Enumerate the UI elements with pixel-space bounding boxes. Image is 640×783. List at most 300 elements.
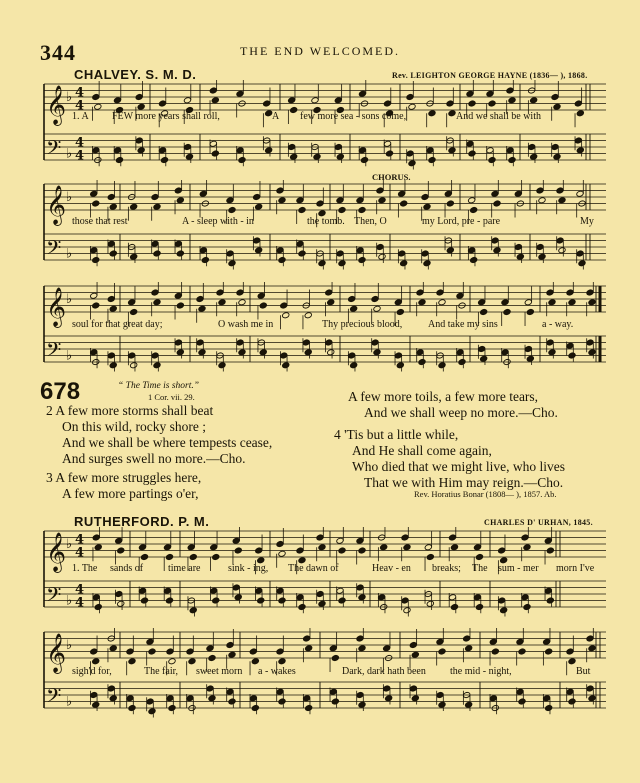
note-head bbox=[428, 156, 436, 163]
lyric-syllable: 1. The bbox=[72, 563, 98, 574]
lyric-syllable: Heav - en bbox=[372, 563, 411, 574]
note-head bbox=[546, 547, 554, 554]
note-head bbox=[358, 147, 366, 154]
note-head bbox=[360, 156, 368, 163]
note-head bbox=[421, 193, 429, 200]
note-head bbox=[251, 658, 259, 665]
note-head bbox=[296, 594, 304, 601]
note-head bbox=[331, 698, 339, 705]
note-head bbox=[183, 97, 191, 104]
note-head bbox=[588, 349, 596, 356]
note-head bbox=[209, 87, 217, 94]
note-head bbox=[373, 349, 381, 356]
note-head bbox=[336, 587, 344, 594]
note-head bbox=[115, 537, 123, 544]
note-head bbox=[158, 100, 166, 107]
note-head bbox=[189, 553, 197, 560]
note-head bbox=[506, 147, 514, 154]
note-head bbox=[566, 688, 574, 695]
note-head bbox=[218, 299, 226, 306]
note-head bbox=[198, 349, 206, 356]
note-head bbox=[140, 597, 148, 604]
flat-icon: ♭ bbox=[66, 189, 73, 205]
note-head bbox=[423, 203, 431, 210]
note-head bbox=[521, 534, 529, 541]
note-head bbox=[396, 362, 404, 369]
note-head bbox=[465, 645, 473, 652]
note-head bbox=[475, 603, 483, 610]
note-head bbox=[473, 594, 481, 601]
lyric-syllable: few more sea - sons come, bbox=[300, 111, 407, 122]
note-head bbox=[151, 240, 159, 247]
note-head bbox=[117, 547, 125, 554]
note-head bbox=[478, 299, 486, 306]
note-head bbox=[276, 648, 284, 655]
treble-clef-icon: 𝄞 bbox=[46, 287, 67, 327]
note-head bbox=[92, 93, 100, 100]
note-head bbox=[158, 147, 166, 154]
note-head bbox=[493, 200, 501, 207]
note-head bbox=[176, 302, 184, 309]
note-head bbox=[201, 256, 209, 263]
note-head bbox=[107, 685, 115, 692]
note-head bbox=[168, 704, 176, 711]
note-head bbox=[255, 587, 263, 594]
note-head bbox=[278, 658, 286, 665]
note-head bbox=[475, 553, 483, 560]
svg-text:4: 4 bbox=[75, 545, 85, 561]
note-head bbox=[329, 688, 337, 695]
note-head bbox=[290, 153, 298, 160]
note-head bbox=[318, 544, 326, 551]
verse-3 bbox=[46, 470, 201, 502]
svg-text:4: 4 bbox=[75, 532, 85, 548]
note-head bbox=[338, 260, 346, 267]
note-head bbox=[130, 253, 138, 260]
note-head bbox=[338, 597, 346, 604]
note-head bbox=[406, 93, 414, 100]
note-head bbox=[473, 544, 481, 551]
note-head bbox=[358, 701, 366, 708]
note-head bbox=[208, 695, 216, 702]
note-head bbox=[305, 645, 313, 652]
note-head bbox=[516, 638, 524, 645]
running-head: THE END WELCOMED. bbox=[239, 44, 401, 58]
note-head bbox=[544, 537, 552, 544]
note-head bbox=[568, 352, 576, 359]
note-head bbox=[508, 156, 516, 163]
note-head bbox=[128, 658, 136, 665]
note-head bbox=[448, 534, 456, 541]
flat-icon: ♭ bbox=[66, 348, 73, 364]
note-head bbox=[356, 197, 364, 204]
note-head bbox=[318, 260, 326, 267]
note-head bbox=[568, 658, 576, 665]
note-head bbox=[466, 140, 474, 147]
note-head bbox=[406, 150, 414, 157]
note-head bbox=[276, 587, 284, 594]
note-head bbox=[153, 203, 161, 210]
note-head bbox=[163, 587, 171, 594]
note-head bbox=[137, 103, 145, 110]
note-head bbox=[488, 100, 496, 107]
note-head bbox=[128, 704, 136, 711]
note-head bbox=[446, 200, 454, 207]
note-head bbox=[553, 153, 561, 160]
lyric-syllable: time are bbox=[168, 563, 201, 574]
note-head bbox=[586, 289, 594, 296]
note-head bbox=[516, 253, 524, 260]
note-head bbox=[288, 97, 296, 104]
note-head bbox=[491, 648, 499, 655]
note-head bbox=[296, 240, 304, 247]
note-head bbox=[186, 695, 194, 702]
note-head bbox=[556, 187, 564, 194]
lyric-syllable: And we shall be with bbox=[456, 111, 541, 122]
note-head bbox=[383, 645, 391, 652]
note-head bbox=[109, 645, 117, 652]
note-head bbox=[305, 704, 313, 711]
note-head bbox=[210, 544, 218, 551]
note-head bbox=[107, 352, 115, 359]
note-head bbox=[530, 97, 538, 104]
lyric-syllable: And take my sins bbox=[428, 319, 498, 330]
note-head bbox=[135, 137, 143, 144]
note-head bbox=[238, 156, 246, 163]
lyric-syllable: my Lord, pre - pare bbox=[422, 216, 501, 227]
note-head bbox=[498, 597, 506, 604]
note-head bbox=[210, 587, 218, 594]
note-head bbox=[436, 638, 444, 645]
note-head bbox=[566, 648, 574, 655]
note-head bbox=[92, 701, 100, 708]
note-head bbox=[446, 247, 454, 254]
note-head bbox=[92, 534, 100, 541]
note-head bbox=[163, 544, 171, 551]
note-head bbox=[450, 544, 458, 551]
treble-clef-icon: 𝄞 bbox=[46, 633, 67, 673]
note-head bbox=[216, 289, 224, 296]
note-head bbox=[218, 362, 226, 369]
note-head bbox=[303, 695, 311, 702]
note-head bbox=[438, 299, 446, 306]
note-head bbox=[358, 256, 366, 263]
note-head bbox=[576, 250, 584, 257]
note-head bbox=[176, 250, 184, 257]
note-head bbox=[196, 339, 204, 346]
note-head bbox=[336, 537, 344, 544]
note-head bbox=[113, 147, 121, 154]
note-head bbox=[586, 685, 594, 692]
note-head bbox=[228, 698, 236, 705]
lyric-syllable: Thy precious blood, bbox=[322, 319, 403, 330]
note-head bbox=[263, 100, 271, 107]
note-head bbox=[376, 187, 384, 194]
note-head bbox=[486, 90, 494, 97]
svg-text:4: 4 bbox=[75, 582, 85, 598]
note-head bbox=[109, 250, 117, 257]
verse-line: On this wild, rocky shore ; bbox=[62, 419, 206, 434]
lyric-syllable: morn I've bbox=[556, 563, 595, 574]
scripture-reference: 1 Cor. vii. 29. bbox=[148, 392, 195, 402]
note-head bbox=[470, 206, 478, 213]
note-head bbox=[130, 308, 138, 315]
note-head bbox=[486, 147, 494, 154]
note-head bbox=[356, 584, 364, 591]
note-head bbox=[90, 247, 98, 254]
note-head bbox=[543, 638, 551, 645]
note-head bbox=[518, 698, 526, 705]
note-head bbox=[92, 594, 100, 601]
verse-line: 3 A few more struggles here, bbox=[46, 470, 202, 485]
note-head bbox=[480, 355, 488, 362]
note-head bbox=[138, 544, 146, 551]
treble-clef-icon: 𝄞 bbox=[46, 85, 67, 125]
note-head bbox=[236, 147, 244, 154]
note-head bbox=[514, 190, 522, 197]
note-head bbox=[318, 600, 326, 607]
note-head bbox=[558, 247, 566, 254]
note-head bbox=[92, 147, 100, 154]
lyrics-line-1 bbox=[72, 111, 612, 122]
note-head bbox=[189, 607, 197, 614]
note-head bbox=[228, 260, 236, 267]
note-head bbox=[438, 362, 446, 369]
hymn-author: Rev. LEIGHTON GEORGE HAYNE (1836— ), 1868. bbox=[392, 71, 588, 80]
note-head bbox=[468, 100, 476, 107]
note-head bbox=[418, 358, 426, 365]
note-head bbox=[265, 147, 273, 154]
note-head bbox=[153, 299, 161, 306]
note-head bbox=[378, 594, 386, 601]
note-head bbox=[276, 688, 284, 695]
note-head bbox=[544, 587, 552, 594]
lyric-syllable: A bbox=[272, 111, 280, 122]
note-head bbox=[491, 190, 499, 197]
hymn-678-author: Rev. Horatius Bonar (1808— ), 1857. Ab. bbox=[414, 489, 557, 499]
note-head bbox=[234, 547, 242, 554]
note-head bbox=[280, 302, 288, 309]
note-head bbox=[316, 534, 324, 541]
note-head bbox=[94, 103, 102, 110]
note-head bbox=[166, 648, 174, 655]
note-head bbox=[524, 299, 532, 306]
note-head bbox=[523, 544, 531, 551]
note-head bbox=[409, 641, 417, 648]
note-head bbox=[138, 587, 146, 594]
tune-name-rutherford: RUTHERFORD. P. M. bbox=[74, 514, 210, 529]
note-head bbox=[92, 200, 100, 207]
note-head bbox=[568, 698, 576, 705]
note-head bbox=[403, 607, 411, 614]
note-head bbox=[470, 256, 478, 263]
svg-text:4: 4 bbox=[75, 98, 85, 114]
note-head bbox=[456, 292, 464, 299]
note-head bbox=[556, 237, 564, 244]
note-head bbox=[586, 635, 594, 642]
note-head bbox=[421, 250, 429, 257]
note-head bbox=[548, 349, 556, 356]
note-head bbox=[524, 345, 532, 352]
note-head bbox=[130, 203, 138, 210]
note-head bbox=[358, 645, 366, 652]
note-head bbox=[551, 143, 559, 150]
note-head bbox=[296, 547, 304, 554]
lyric-syllable: breaks; bbox=[432, 563, 461, 574]
note-head bbox=[350, 305, 358, 312]
note-head bbox=[126, 695, 134, 702]
note-head bbox=[196, 295, 204, 302]
bass-clef-icon: 𝄢 bbox=[46, 684, 62, 712]
lyric-syllable: The dawn of bbox=[288, 563, 339, 574]
note-head bbox=[546, 339, 554, 346]
note-head bbox=[424, 544, 432, 551]
note-head bbox=[468, 150, 476, 157]
note-head bbox=[398, 190, 406, 197]
note-head bbox=[298, 250, 306, 257]
note-head bbox=[90, 349, 98, 356]
note-head bbox=[107, 193, 115, 200]
note-head bbox=[92, 302, 100, 309]
note-head bbox=[530, 153, 538, 160]
note-head bbox=[543, 695, 551, 702]
note-head bbox=[383, 685, 391, 692]
note-head bbox=[574, 100, 582, 107]
epigraph: “ The Time is short.” bbox=[118, 381, 200, 391]
note-head bbox=[303, 635, 311, 642]
note-head bbox=[140, 553, 148, 560]
note-head bbox=[378, 197, 386, 204]
note-head bbox=[536, 187, 544, 194]
note-head bbox=[249, 648, 257, 655]
note-head bbox=[538, 253, 546, 260]
note-head bbox=[586, 339, 594, 346]
note-head bbox=[165, 597, 173, 604]
note-head bbox=[137, 147, 145, 154]
bass-clef-icon: 𝄢 bbox=[46, 338, 62, 366]
note-head bbox=[94, 603, 102, 610]
note-head bbox=[113, 97, 121, 104]
note-head bbox=[249, 695, 257, 702]
lyric-syllable: Then, O bbox=[354, 216, 387, 227]
note-head bbox=[255, 547, 263, 554]
note-head bbox=[489, 638, 497, 645]
lyric-syllable: sweet morn bbox=[196, 666, 243, 677]
note-head bbox=[336, 197, 344, 204]
staff-notation bbox=[40, 80, 610, 172]
note-head bbox=[236, 339, 244, 346]
verse-line: And He shall come again, bbox=[352, 443, 492, 458]
note-head bbox=[212, 553, 220, 560]
lyric-syllable: sands of bbox=[110, 563, 144, 574]
note-head bbox=[325, 289, 333, 296]
note-head bbox=[280, 352, 288, 359]
note-head bbox=[438, 648, 446, 655]
note-head bbox=[450, 603, 458, 610]
note-head bbox=[438, 701, 446, 708]
bass-clef-icon: 𝄢 bbox=[46, 583, 62, 611]
note-head bbox=[329, 645, 337, 652]
note-head bbox=[456, 349, 464, 356]
lyrics-line-5 bbox=[72, 666, 612, 677]
hymn-number: 678 bbox=[40, 378, 81, 405]
flat-icon: ♭ bbox=[66, 694, 73, 710]
note-head bbox=[491, 237, 499, 244]
note-head bbox=[109, 203, 117, 210]
note-head bbox=[174, 187, 182, 194]
note-head bbox=[206, 685, 214, 692]
note-head bbox=[336, 153, 344, 160]
lyrics-line-4 bbox=[72, 563, 612, 574]
note-head bbox=[259, 349, 267, 356]
note-head bbox=[545, 648, 553, 655]
note-head bbox=[128, 352, 136, 359]
note-head bbox=[546, 289, 554, 296]
note-head bbox=[109, 695, 117, 702]
note-head bbox=[253, 193, 261, 200]
note-head bbox=[109, 362, 117, 369]
note-head bbox=[426, 147, 434, 154]
note-head bbox=[183, 143, 191, 150]
note-head bbox=[255, 247, 263, 254]
verse-line: And we shall be where tempests cease, bbox=[62, 435, 273, 450]
note-head bbox=[526, 308, 534, 315]
note-head bbox=[117, 600, 125, 607]
note-head bbox=[176, 349, 184, 356]
note-head bbox=[174, 240, 182, 247]
verse-line: Who died that we might live, who lives bbox=[352, 459, 565, 474]
verse-line: A few more toils, a few more tears, bbox=[348, 389, 539, 404]
note-head bbox=[257, 292, 265, 299]
bass-clef-icon: 𝄢 bbox=[46, 136, 62, 164]
note-head bbox=[503, 308, 511, 315]
note-head bbox=[493, 247, 501, 254]
lyric-syllable: But bbox=[576, 666, 591, 677]
note-head bbox=[465, 701, 473, 708]
note-head bbox=[199, 247, 207, 254]
note-head bbox=[508, 97, 516, 104]
note-head bbox=[255, 203, 263, 210]
note-head bbox=[276, 187, 284, 194]
note-head bbox=[334, 97, 342, 104]
note-head bbox=[146, 638, 154, 645]
note-head bbox=[313, 153, 321, 160]
note-head bbox=[151, 289, 159, 296]
note-head bbox=[426, 600, 434, 607]
note-head bbox=[398, 250, 406, 257]
note-head bbox=[302, 339, 310, 346]
note-head bbox=[316, 200, 324, 207]
note-head bbox=[276, 247, 284, 254]
note-head bbox=[90, 691, 98, 698]
flat-icon: ♭ bbox=[66, 89, 73, 105]
note-head bbox=[176, 197, 184, 204]
note-head bbox=[538, 197, 546, 204]
note-head bbox=[514, 243, 522, 250]
note-head bbox=[518, 648, 526, 655]
note-head bbox=[238, 299, 246, 306]
note-head bbox=[376, 243, 384, 250]
verse-line: A few more partings o'er, bbox=[62, 486, 199, 501]
note-head bbox=[489, 695, 497, 702]
note-head bbox=[148, 648, 156, 655]
note-head bbox=[90, 292, 98, 299]
note-head bbox=[546, 597, 554, 604]
lyric-syllable: a - wakes bbox=[258, 666, 296, 677]
note-head bbox=[536, 243, 544, 250]
verse-2 bbox=[46, 403, 272, 467]
verse-line: That we with Him may reign.—Cho. bbox=[364, 475, 564, 490]
